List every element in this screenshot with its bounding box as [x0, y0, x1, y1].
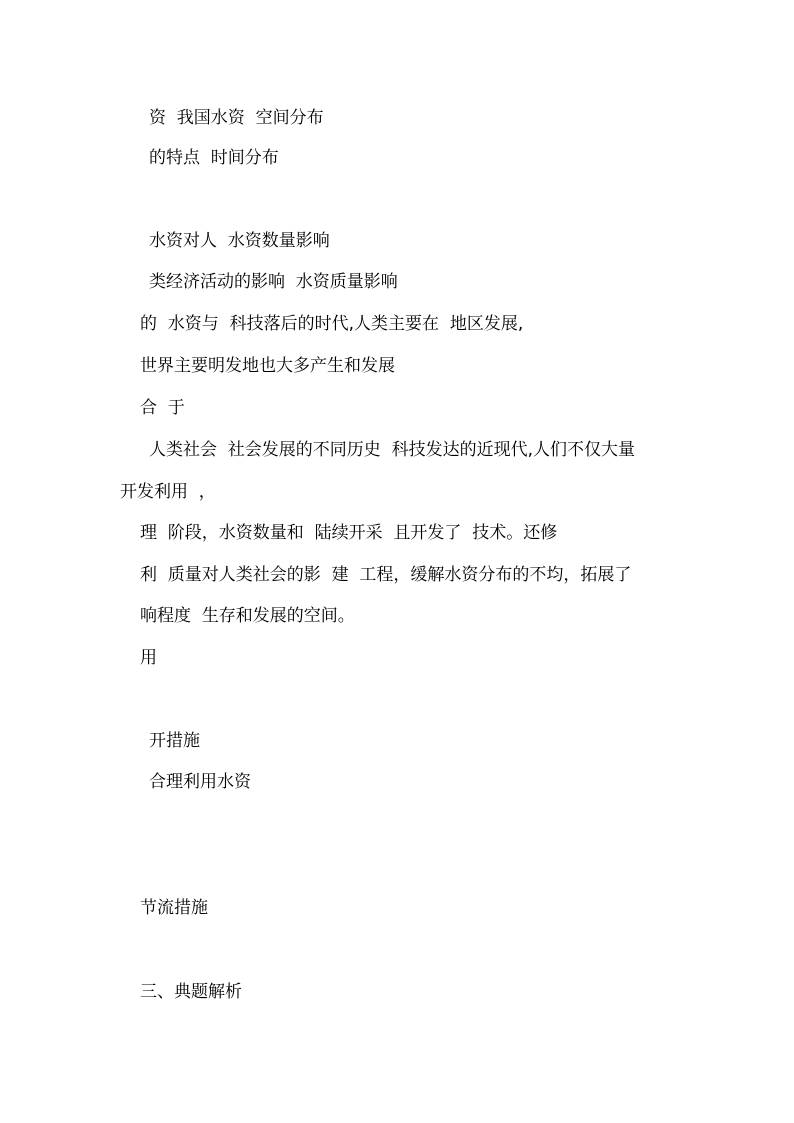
text-line-4: 类经济活动的影响 水资质量影响 — [149, 272, 398, 292]
text-line-2: 的特点 时间分布 — [149, 148, 279, 168]
text-line-14: 开措施 — [149, 731, 200, 751]
text-line-7: 合 于 — [140, 398, 185, 418]
text-line-5: 的 水资与 科技落后的时代,人类主要在 地区发展, — [140, 314, 524, 334]
text-line-15: 合理利用水资 — [149, 772, 251, 792]
text-line-16: 节流措施 — [140, 898, 208, 918]
section-heading: 三、典题解析 — [140, 982, 242, 1002]
text-line-11: 利 质量对人类社会的影 建 工程，缓解水资分布的不均，拓展了 — [140, 565, 632, 585]
text-line-9: 开发利用 ， — [120, 482, 216, 502]
text-line-3: 水资对人 水资数量影响 — [149, 231, 330, 251]
text-line-6: 世界主要明发地也大多产生和发展 — [140, 356, 395, 376]
text-line-12: 响程度 生存和发展的空间。 — [140, 606, 355, 626]
text-line-10: 理 阶段，水资数量和 陆续开采 且开发了 技术。还修 — [140, 523, 558, 543]
text-line-13: 用 — [140, 648, 157, 668]
text-line-1: 资 我国水资 空间分布 — [149, 108, 324, 128]
text-line-8: 人类社会 社会发展的不同历史 科技发达的近现代,人们不仅大量 — [149, 440, 636, 460]
